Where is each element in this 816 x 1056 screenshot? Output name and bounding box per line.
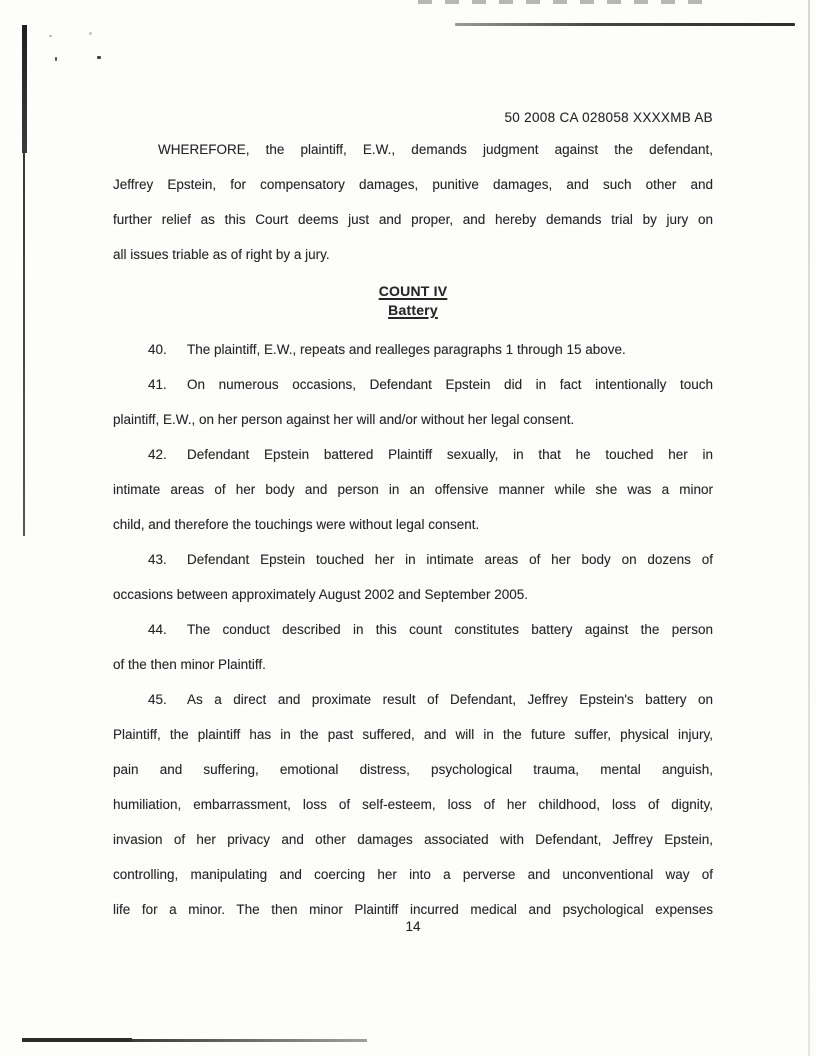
paragraph (113, 437, 713, 542)
paragraph-number: 42. (148, 447, 167, 462)
document-body (113, 132, 713, 927)
text-line: intimate areas of her body and person in an offensive manner while she was a minor (113, 482, 713, 497)
text-line: 43. Defendant Epstein touched her in intimate areas of her body on dozens of (113, 542, 713, 577)
text-line: 42. Defendant Epstein battered Plaintiff sexually, in that he touched her in (113, 437, 713, 472)
paragraph-number: 45. (148, 692, 167, 707)
case-number: 50 2008 CA 028058 XXXXMB AB (504, 110, 713, 125)
text-line: child, and therefore the touchings were without legal consent. (113, 517, 480, 532)
scan-speck (49, 35, 52, 37)
scan-line-bottom-left (22, 1038, 132, 1042)
paragraph (113, 132, 713, 272)
scan-bar-left (22, 25, 27, 153)
paragraph (113, 542, 713, 612)
text-line: 45. As a direct and proximate result of Defendant, Jeffrey Epstein's battery on (113, 682, 713, 717)
scan-edge-right (808, 0, 810, 1056)
section-heading (113, 282, 713, 320)
paragraph (113, 682, 713, 927)
heading-line: Battery (388, 302, 438, 318)
scan-speck (89, 32, 92, 35)
text-line: plaintiff, E.W., on her person against her will and/or without her legal consent. (113, 412, 575, 427)
text-line: controlling, manipulating and coercing her into a perverse and unconventional way of (113, 867, 713, 882)
text-line: all issues triable as of right by a jury. (113, 247, 330, 262)
text-line: WHEREFORE, the plaintiff, E.W., demands judgment against the defendant, (158, 142, 713, 157)
text-line: further relief as this Court deems just and proper, and hereby demands trial by jury on (113, 212, 713, 227)
text-line: Plaintiff, the plaintiff has in the past suffered, and will in the future suffer, physical injury, (113, 727, 713, 742)
paragraph (113, 367, 713, 437)
text-line: 40. The plaintiff, E.W., repeats and realleges paragraphs 1 through 15 above. (113, 332, 713, 367)
text-line: invasion of her privacy and other damages associated with Defendant, Jeffrey Epstein, (113, 832, 713, 847)
scan-speck (97, 56, 101, 59)
heading-line: COUNT IV (378, 283, 448, 299)
scan-line-bottom-left-fade (131, 1039, 367, 1042)
paragraph-number: 40. (148, 342, 167, 357)
text-line: 44. The conduct described in this count constitutes battery against the person (113, 612, 713, 647)
paragraph-number: 44. (148, 622, 167, 637)
page-number: 14 (405, 919, 421, 934)
scan-bar-left-lower (23, 151, 25, 536)
paragraph-number: 43. (148, 552, 167, 567)
paragraph (113, 332, 713, 367)
scan-smudge-top (418, 0, 710, 4)
paragraph (113, 612, 713, 682)
text-line: Jeffrey Epstein, for compensatory damages, punitive damages, and such other and (113, 177, 713, 192)
text-line: of the then minor Plaintiff. (113, 657, 266, 672)
text-line: 41. On numerous occasions, Defendant Epstein did in fact intentionally touch (113, 367, 713, 402)
text-line: life for a minor. The then minor Plaintiff incurred medical and psychological expenses (113, 902, 713, 917)
scan-speck (55, 57, 57, 61)
text-line: occasions between approximately August 2002 and September 2005. (113, 587, 529, 602)
paragraph-number: 41. (148, 377, 167, 392)
text-line: pain and suffering, emotional distress, psychological trauma, mental anguish, (113, 762, 713, 777)
scan-line-top-right (455, 23, 795, 26)
text-line: humiliation, embarrassment, loss of self-esteem, loss of her childhood, loss of dignity, (113, 797, 713, 812)
